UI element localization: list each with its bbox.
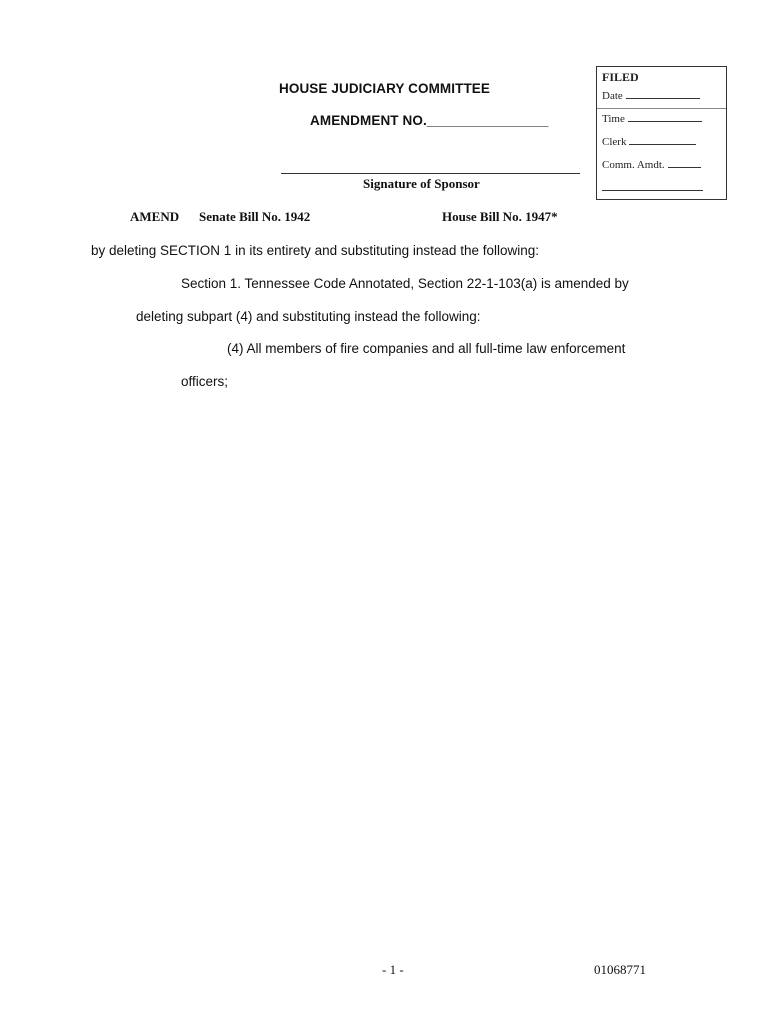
- document-number: 01068771: [594, 962, 646, 977]
- filed-comm-amdt-label: Comm. Amdt.: [602, 159, 665, 171]
- house-bill-number: House Bill No. 1947*: [442, 209, 558, 224]
- filed-date-row: [602, 88, 700, 102]
- filed-time-row: [602, 111, 702, 125]
- filed-clerk-label: Clerk: [602, 136, 627, 148]
- filed-clerk-row: [602, 134, 696, 148]
- filed-date-label: Date: [602, 90, 623, 102]
- filed-clerk-field[interactable]: [629, 134, 696, 145]
- sponsor-signature-line[interactable]: [281, 173, 580, 174]
- section-1-line-2: deleting subpart (4) and substituting instead the following:: [136, 309, 481, 324]
- filed-comm-amdt-field[interactable]: [668, 157, 701, 168]
- committee-title: HOUSE JUDICIARY COMMITTEE: [279, 81, 491, 96]
- filed-extra-field[interactable]: [602, 180, 703, 191]
- filed-comm-amdt-row: [602, 157, 701, 171]
- filed-date-field[interactable]: [626, 88, 700, 99]
- filed-box: [596, 66, 727, 200]
- amendment-number: AMENDMENT NO.________________: [310, 113, 549, 128]
- intro-paragraph: by deleting SECTION 1 in its entirety and substituting instead the following:: [91, 243, 539, 258]
- filed-time-label: Time: [602, 113, 625, 125]
- senate-bill-number: Senate Bill No. 1942: [199, 209, 311, 224]
- amend-label: AMEND: [130, 209, 180, 224]
- section-1-line-1: Section 1. Tennessee Code Annotated, Section 22-1-103(a) is amended by: [181, 276, 629, 291]
- filed-divider: [597, 108, 726, 109]
- sponsor-signature-label: Signature of Sponsor: [363, 176, 480, 191]
- filed-extra-row: [602, 180, 703, 194]
- filed-title: FILED: [602, 70, 639, 84]
- filed-time-field[interactable]: [628, 111, 702, 122]
- item-4-line-1: (4) All members of fire companies and all full-time law enforcement: [227, 341, 626, 356]
- page-number: - 1 -: [382, 962, 404, 977]
- item-4-line-2: officers;: [181, 374, 229, 389]
